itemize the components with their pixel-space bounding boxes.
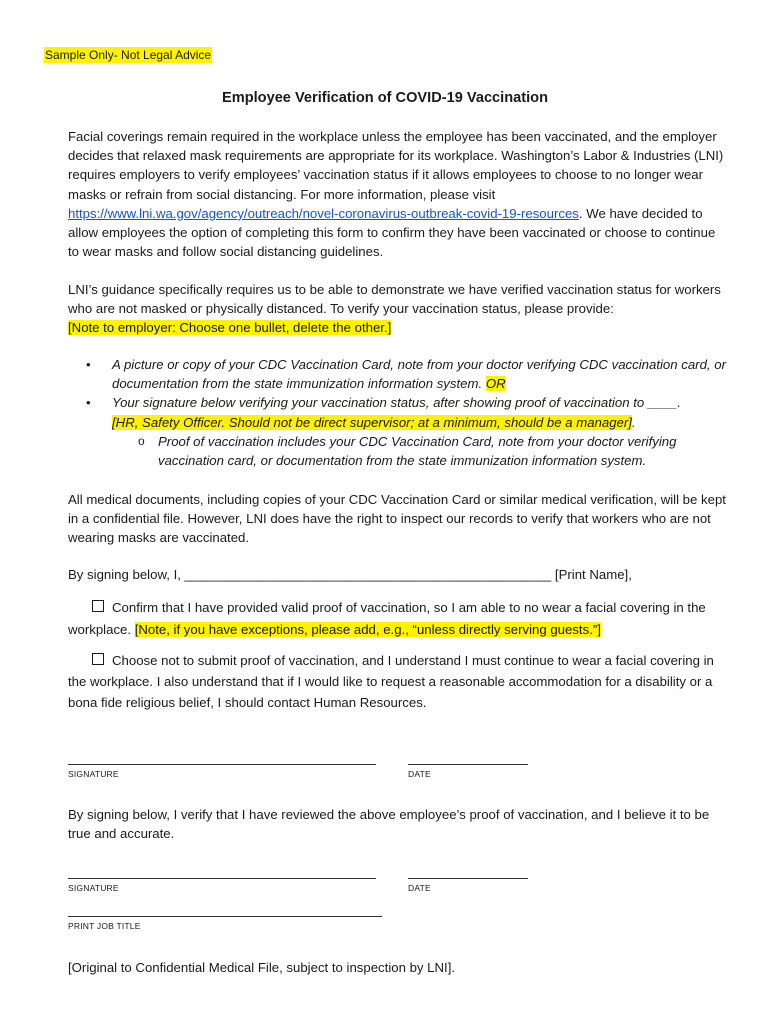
option-decline-proof (68, 650, 728, 713)
sub-bullet-text: Proof of vaccination includes your CDC Vaccination Card, note from your doctor verifying vaccination card, or documentation from the state immunization information system. (158, 433, 677, 469)
lni-resources-link[interactable]: https://www.lni.wa.gov/agency/outreach/novel-coronavirus-outbreak-covid-19-resources (68, 205, 579, 221)
verifier-signature-label: SIGNATURE (68, 883, 119, 893)
intro-paragraph (68, 127, 728, 261)
bullet-card-option (68, 355, 730, 393)
sub-bullet-proof (68, 432, 730, 470)
verifier-signature-line[interactable] (68, 878, 376, 879)
footer-note: [Original to Confidential Medical File, subject to inspection by LNI]. (68, 960, 456, 975)
job-title-line[interactable] (68, 916, 382, 917)
option-decline-text: Choose not to submit proof of vaccination, and I understand I must continue to wear a facial covering in the workplace. I also understand that if I would like to request a reasonable accommodation for a disability or a bona fide religious belief, I should contact Human Resources. (68, 653, 714, 710)
option-confirm-text: Confirm that I have provided valid proof of vaccination, so I am able to no wear a facial covering in the workplace. (68, 600, 706, 637)
print-job-title-label: PRINT JOB TITLE (68, 921, 141, 931)
confirm-checkbox[interactable] (92, 600, 104, 612)
bullet-signature-text: Your signature below verifying your vaccination status, after showing proof of vaccination to ____. (112, 395, 681, 411)
intro-text: Facial coverings remain required in the workplace unless the employee has been vaccinated, and the employer decides that relaxed mask requirements are appropriate for its workplace. Washington’s Labor & Industries (LNI) requires employers to verify employees’ vaccination status if it allows employees to choose to no longer wear masks or refrain from social distancing. For more information, please visit (68, 129, 724, 202)
page-title: Employee Verification of COVID-19 Vaccination (221, 90, 549, 106)
bullet-icon: • (86, 395, 91, 411)
employer-note: [Note to employer: Choose one bullet, delete the other.] (68, 320, 392, 336)
sub-bullet-icon: o (138, 433, 145, 448)
verifier-paragraph: By signing below, I verify that I have reviewed the above employee’s proof of vaccination, and I believe it to be true and accurate. (68, 807, 710, 842)
employee-signature-label: SIGNATURE (68, 769, 119, 779)
intro-text-end: . We have decided to allow employees the option of completing this form to confirm they have been vaccinated or choose to continue to wear masks and follow social distancing guidelines. (68, 205, 716, 260)
bullet-or-label: OR (485, 376, 506, 392)
employee-date-label: DATE (408, 769, 431, 779)
bullet-icon: • (86, 357, 91, 372)
employee-date-line[interactable] (408, 764, 528, 765)
verifier-date-line[interactable] (408, 878, 528, 879)
bullet-card-text: A picture or copy of your CDC Vaccination Card, note from your doctor verifying CDC vaccination card, or documentation from the state immunization information system. (112, 357, 726, 392)
disclaimer-label: Sample Only- Not Legal Advice (45, 48, 212, 62)
decline-checkbox[interactable] (92, 653, 104, 665)
bullet-signature-note: [HR, Safety Officer. Should not be direct supervisor; at a minimum, should be a manager] (112, 414, 632, 430)
bullet-signature-option (68, 393, 730, 431)
verification-options-list (68, 355, 730, 470)
bullet-signature-end: . (631, 414, 636, 430)
verifier-date-label: DATE (408, 883, 431, 893)
guidance-paragraph (68, 280, 728, 338)
print-name-line: By signing below, I, __________________________________________________ [Print Name], (68, 567, 632, 582)
guidance-text: LNI’s guidance specifically requires us to be able to demonstrate we have verified vaccination status for workers who are not masked or physically distanced. To verify your vaccination status, please provide: (68, 282, 721, 317)
option-confirm-vaccination (68, 597, 728, 641)
option-confirm-note: [Note, if you have exceptions, please add, e.g., “unless directly serving guests.”] (134, 622, 601, 637)
employee-signature-line[interactable] (68, 764, 376, 765)
medical-records-paragraph: All medical documents, including copies of your CDC Vaccination Card or similar medical verification, will be kept in a confidential file. However, LNI does have the right to inspect our records to verify that workers who are not wearing masks are vaccinated. (68, 492, 726, 546)
